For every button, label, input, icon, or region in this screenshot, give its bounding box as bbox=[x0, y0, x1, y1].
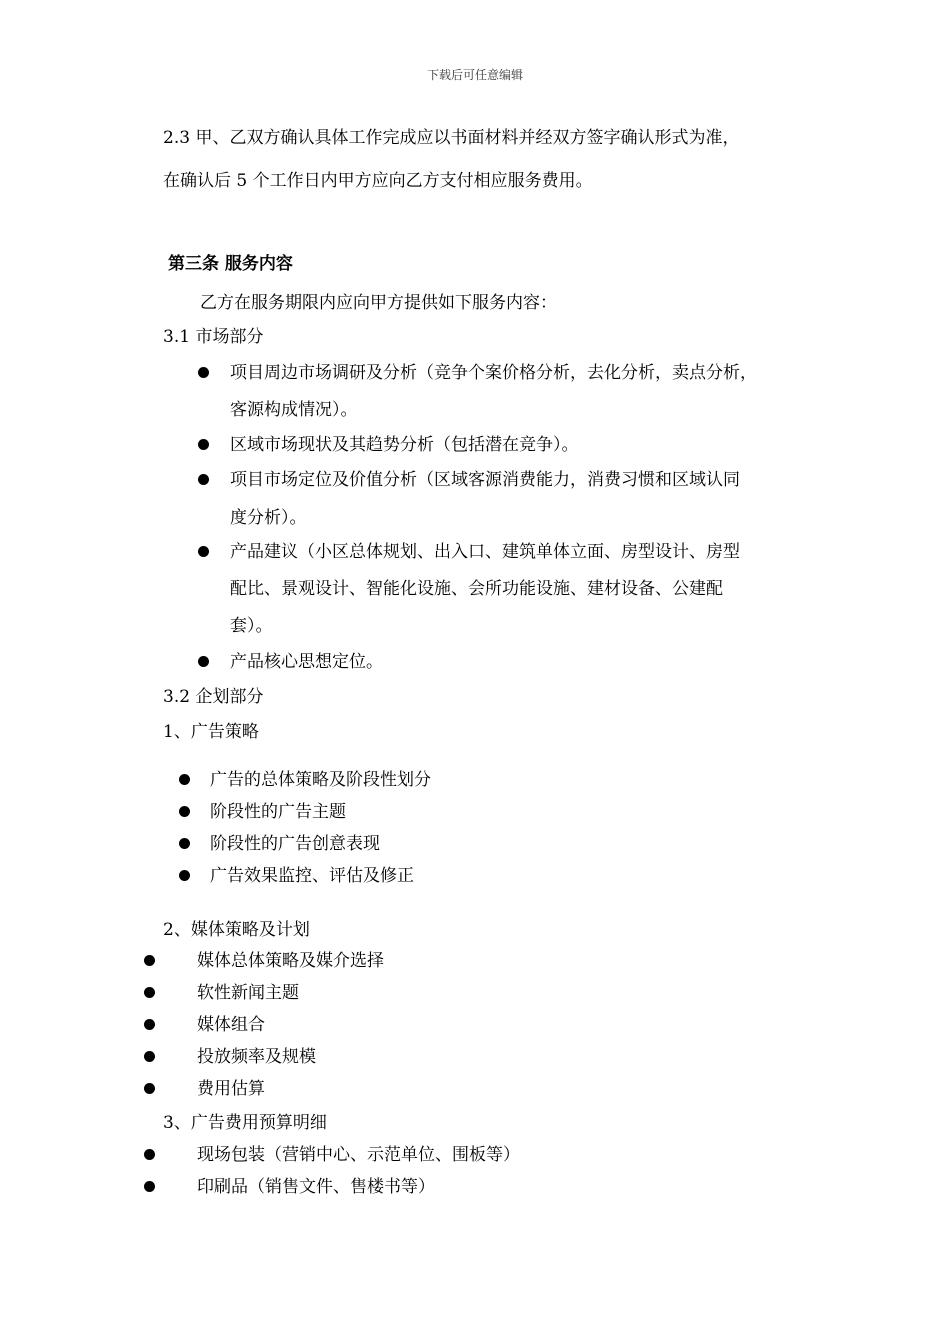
ad-item: 阶段性的广告创意表现 bbox=[210, 834, 380, 854]
market-item-5: 产品核心思想定位。 bbox=[230, 652, 383, 672]
media-item: 媒体组合 bbox=[197, 1015, 265, 1035]
budget-item: 现场包装（营销中心、示范单位、围板等） bbox=[197, 1145, 520, 1165]
market-item-4-line1: 产品建议（小区总体规划、出入口、建筑单体立面、房型设计、房型 bbox=[230, 542, 740, 562]
market-item-4-line3: 套）。 bbox=[230, 616, 273, 636]
bullet-icon bbox=[144, 1083, 155, 1094]
bullet-icon bbox=[179, 870, 190, 881]
ad-item: 阶段性的广告主题 bbox=[210, 802, 346, 822]
media-item: 媒体总体策略及媒介选择 bbox=[197, 951, 384, 971]
media-item: 软性新闻主题 bbox=[197, 983, 299, 1003]
ad-item: 广告效果监控、评估及修正 bbox=[210, 866, 414, 886]
market-item-2: 区域市场现状及其趋势分析（包括潜在竞争）。 bbox=[230, 435, 579, 455]
para-2-3-line2: 在确认后 5 个工作日内甲方应向乙方支付相应服务费用。 bbox=[163, 171, 593, 191]
bullet-icon bbox=[144, 1149, 155, 1160]
article-3-intro: 乙方在服务期限内应向甲方提供如下服务内容： bbox=[200, 293, 557, 313]
bullet-icon bbox=[144, 1019, 155, 1030]
media-item: 费用估算 bbox=[197, 1079, 265, 1099]
bullet-icon bbox=[179, 838, 190, 849]
bullet-icon bbox=[144, 1181, 155, 1192]
bullet-icon bbox=[179, 774, 190, 785]
market-item-3-line2: 度分析）。 bbox=[230, 508, 307, 528]
section-3-1-heading: 3.1 市场部分 bbox=[163, 327, 264, 347]
market-item-3-line1: 项目市场定位及价值分析（区域客源消费能力，消费习惯和区域认同 bbox=[230, 470, 740, 490]
media-item: 投放频率及规模 bbox=[197, 1047, 316, 1067]
article-3-heading: 第三条 服务内容 bbox=[168, 254, 293, 274]
bullet-icon bbox=[198, 474, 209, 485]
media-strategy-heading: 2、媒体策略及计划 bbox=[163, 920, 310, 940]
bullet-icon bbox=[198, 367, 209, 378]
bullet-icon bbox=[144, 987, 155, 998]
bullet-icon bbox=[144, 955, 155, 966]
market-item-1-line1: 项目周边市场调研及分析（竞争个案价格分析，去化分析，卖点分析， bbox=[230, 363, 757, 383]
bullet-icon bbox=[144, 1051, 155, 1062]
bullet-icon bbox=[179, 806, 190, 817]
ad-budget-heading: 3、广告费用预算明细 bbox=[163, 1113, 327, 1133]
bullet-icon bbox=[198, 656, 209, 667]
page-header: 下载后可任意编辑 bbox=[426, 68, 523, 82]
market-item-1-line2: 客源构成情况）。 bbox=[230, 400, 358, 420]
bullet-icon bbox=[198, 439, 209, 450]
budget-item: 印刷品（销售文件、售楼书等） bbox=[197, 1177, 435, 1197]
ad-strategy-heading: 1、广告策略 bbox=[163, 722, 259, 742]
bullet-icon bbox=[198, 546, 209, 557]
ad-item: 广告的总体策略及阶段性划分 bbox=[210, 770, 431, 790]
section-3-2-heading: 3.2 企划部分 bbox=[163, 687, 264, 707]
para-2-3-line1: 2.3 甲、乙双方确认具体工作完成应以书面材料并经双方签字确认形式为准， bbox=[163, 128, 740, 148]
market-item-4-line2: 配比、景观设计、智能化设施、会所功能设施、建材设备、公建配 bbox=[230, 579, 723, 599]
